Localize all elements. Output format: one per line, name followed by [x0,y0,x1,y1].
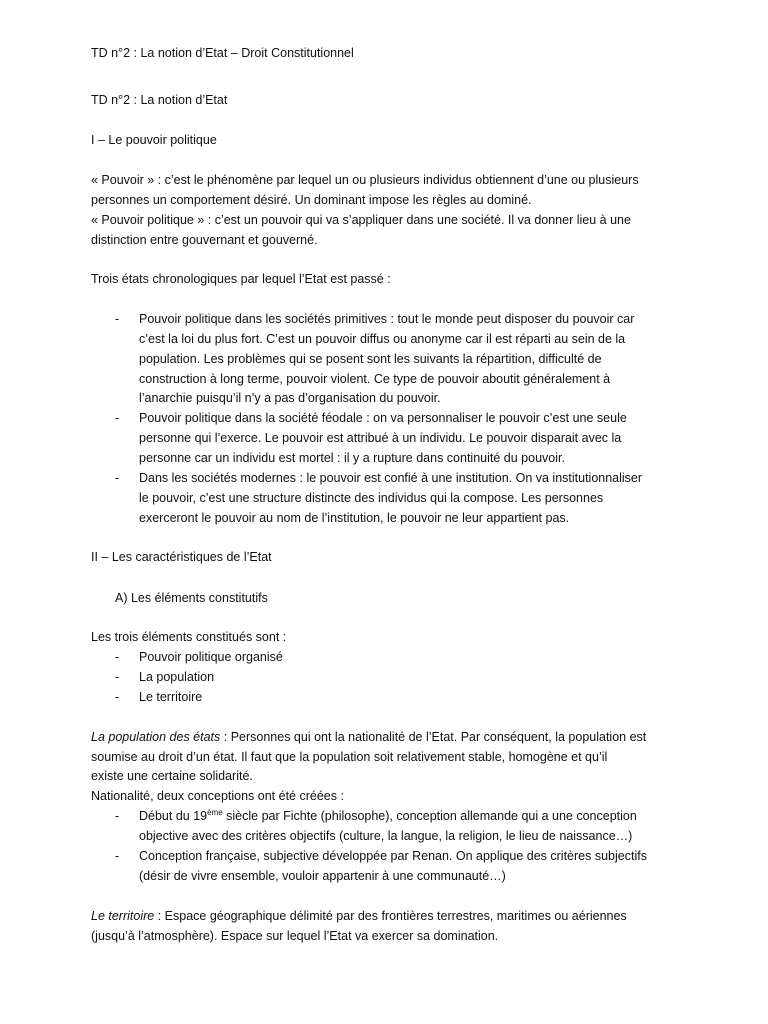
list-item-primitives: construction à long terme, pouvoir violent. Ce type de pouvoir aboutit généralement à [139,372,611,386]
list-item-conception-francaise: Conception française, subjective développée par Renan. On applique des critères subjectifs [139,849,647,863]
definition-line: « Pouvoir politique » : c’est un pouvoir qui va s’appliquer dans une société. Il va donner lieu à une [91,213,631,227]
list-bullet-dash: - [115,471,120,485]
list-item-feodale: Pouvoir politique dans la société féodale : on va personnaliser le pouvoir c’est une seule [139,411,627,425]
superscript-eme: ème [207,807,223,817]
term-territoire: Le territoire [91,909,155,923]
paragraph-territoire [91,907,627,926]
term-population: La population des états [91,730,221,744]
paragraph-intro-etats: Trois états chronologiques par lequel l’Etat est passé : [91,272,391,286]
conception-text: siècle par Fichte (philosophe), conception allemande qui a une conception [222,809,637,823]
list-bullet-dash: - [115,849,120,863]
list-item-feodale: personne car un individu est mortel : il y a rupture dans continuité du pouvoir. [139,451,565,465]
list-bullet-dash: - [115,809,120,823]
paragraph-population-line: existe une certaine solidarité. [91,769,253,783]
list-item-primitives: c’est la loi du plus fort. C’est un pouvoir diffus ou anonyme car il est réparti au sein de la [139,332,626,346]
section-heading-pouvoir: I – Le pouvoir politique [91,133,217,147]
list-item-primitives: l’anarchie puisqu’il n’y a pas d’organisation du pouvoir. [139,391,441,405]
list-item-modernes: Dans les sociétés modernes : le pouvoir est confié à une institution. On va institutionnaliser [139,471,643,485]
list-item-modernes: le pouvoir, c’est une structure distincte des individus qui la compose. Les personnes [139,491,604,505]
paragraph-intro-elements: Les trois éléments constitués sont : [91,630,287,644]
list-item-modernes: exerceront le pouvoir au nom de l’institution, le pouvoir ne leur appartient pas. [139,511,570,525]
list-item-primitives: population. Les problèmes qui se posent sont les suivants la répartition, difficulté de [139,352,602,366]
paragraph-territoire-line: (jusqu’à l’atmosphère). Espace sur lequel l’Etat va exercer sa domination. [91,929,499,943]
section-heading-caracteristiques: II – Les caractéristiques de l’Etat [91,550,272,564]
document-title: TD n°2 : La notion d’Etat – Droit Constitutionnel [91,46,354,60]
list-item-element: Le territoire [139,690,203,704]
list-bullet-dash: - [115,650,120,664]
conception-text: Début du 19 [139,809,208,823]
list-bullet-dash: - [115,312,120,326]
list-bullet-dash: - [115,411,120,425]
list-item-conception-francaise: (désir de vivre ensemble, vouloir appartenir à une communauté…) [139,869,506,883]
list-bullet-dash: - [115,690,120,704]
list-item-feodale: personne qui l’exerce. Le pouvoir est attribué à un individu. Le pouvoir disparait avec la [139,431,622,445]
list-item-element: Pouvoir politique organisé [139,650,283,664]
paragraph-population [91,728,646,747]
list-bullet-dash: - [115,670,120,684]
definition-line: « Pouvoir » : c’est le phénomène par lequel un ou plusieurs individus obtiennent d’une ou plusieurs [91,173,639,187]
paragraph-population-line: soumise au droit d’un état. Il faut que la population soit relativement stable, homogène et qu’il [91,750,608,764]
list-item-element: La population [139,670,215,684]
paragraph-nationalite: Nationalité, deux conceptions ont été créées : [91,789,344,803]
list-item-primitives: Pouvoir politique dans les sociétés primitives : tout le monde peut disposer du pouvoir car [139,312,635,326]
document-subtitle: TD n°2 : La notion d’Etat [91,93,228,107]
definition-line: personnes un comportement désiré. Un dominant impose les règles au dominé. [91,193,532,207]
population-definition: : Personnes qui ont la nationalité de l’Etat. Par conséquent, la population est [220,730,647,744]
definition-line: distinction entre gouvernant et gouverné. [91,233,318,247]
territoire-definition: : Espace géographique délimité par des frontières terrestres, maritimes ou aériennes [154,909,627,923]
subsection-heading-elements: A) Les éléments constitutifs [115,591,268,605]
list-item-conception-allemande [139,807,637,826]
list-item-conception-allemande: objective avec des critères objectifs (culture, la langue, la religion, le lieu de naissance…) [139,829,633,843]
